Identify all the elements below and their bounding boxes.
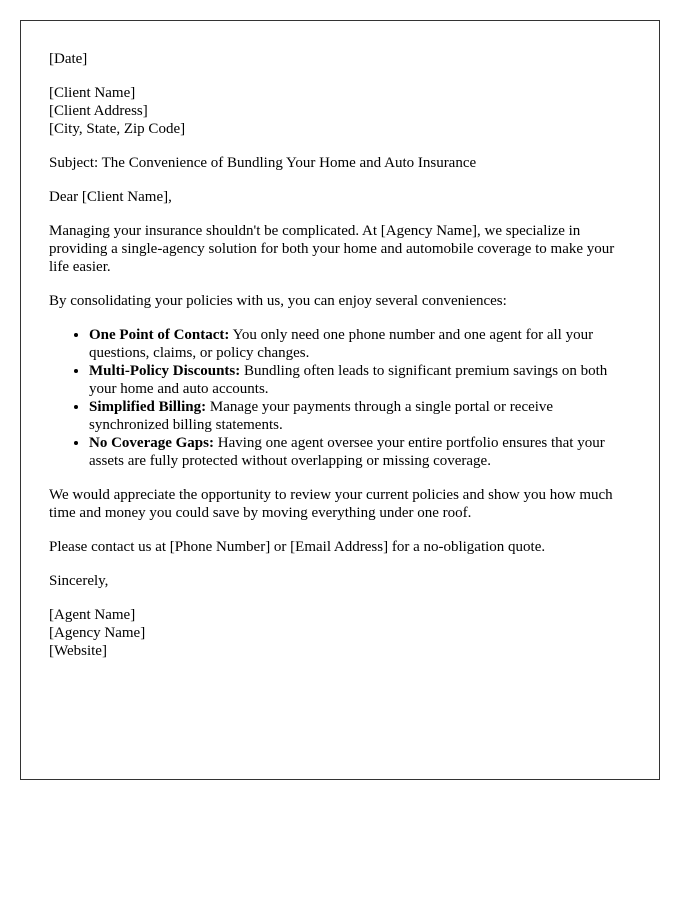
benefit-text: Having one agent oversee your entire portfolio ensures that your assets are fully protected without overlapping or missing coverage. xyxy=(89,435,605,469)
closing-paragraph: We would appreciate the opportunity to review your current policies and show you how much time and money you could save by moving everything under one roof. xyxy=(49,487,613,521)
list-item xyxy=(89,362,630,398)
benefit-term: One Point of Contact: xyxy=(89,327,230,343)
signature-block xyxy=(49,606,630,660)
sign-off: Sincerely, xyxy=(49,573,109,589)
letter-date: [Date] xyxy=(49,51,88,67)
list-item xyxy=(89,434,630,470)
date-line xyxy=(49,50,630,68)
list-item xyxy=(89,398,630,434)
benefits-list xyxy=(49,326,630,470)
benefit-text: Bundling often leads to significant premium savings on both your home and auto accounts. xyxy=(89,363,608,397)
benefit-text: You only need one phone number and one agent for all your questions, claims, or policy changes. xyxy=(89,327,594,361)
intro-paragraph: Managing your insurance shouldn't be complicated. At [Agency Name], we specialize in providing a single-agency solution for both your home and automobile coverage to make your life easier. xyxy=(49,223,615,275)
benefit-term: No Coverage Gaps: xyxy=(89,435,214,451)
list-item xyxy=(89,326,630,362)
benefit-term: Simplified Billing: xyxy=(89,399,207,415)
contact-paragraph: Please contact us at [Phone Number] or [Email Address] for a no-obligation quote. xyxy=(49,539,546,555)
salutation: Dear [Client Name], xyxy=(49,189,172,205)
letter-page xyxy=(20,20,660,780)
lead-in-paragraph: By consolidating your policies with us, you can enjoy several conveniences: xyxy=(49,293,507,309)
benefit-text: Manage your payments through a single portal or receive synchronized billing statements. xyxy=(89,399,554,433)
recipient-address-block xyxy=(49,84,630,138)
recipient-city-state-zip: [City, State, Zip Code] xyxy=(49,121,186,137)
agency-website: [Website] xyxy=(49,643,107,659)
subject-line: Subject: The Convenience of Bundling Your Home and Auto Insurance xyxy=(49,155,477,171)
agency-name: [Agency Name] xyxy=(49,625,146,641)
recipient-address: [Client Address] xyxy=(49,103,148,119)
agent-name: [Agent Name] xyxy=(49,607,136,623)
benefit-term: Multi-Policy Discounts: xyxy=(89,363,241,379)
recipient-name: [Client Name] xyxy=(49,85,136,101)
